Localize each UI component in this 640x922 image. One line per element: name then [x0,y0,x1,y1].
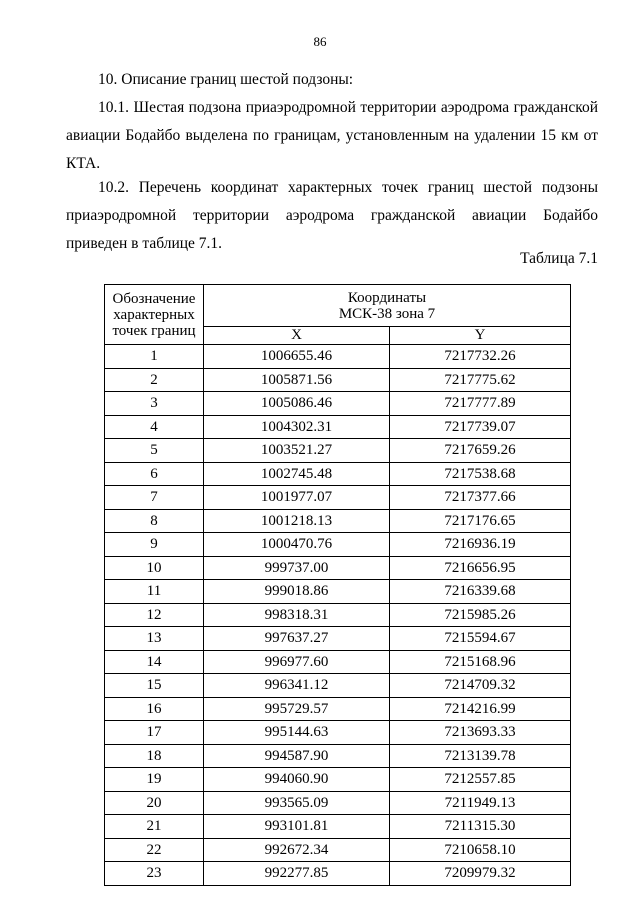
table-row [105,627,571,651]
x-coordinate-cell: 999737.00 [204,556,390,580]
point-number-cell: 3 [105,392,204,416]
point-number-cell: 19 [105,768,204,792]
y-coordinate-cell: 7217739.07 [390,415,571,439]
page-number: 86 [313,34,327,49]
y-coordinate-cell: 7217775.62 [390,368,571,392]
point-number-cell: 1 [105,345,204,369]
header-line: МСК-38 зона 7 [338,305,436,322]
table-row [105,462,571,486]
coordinates-table [104,284,571,886]
table-row [105,697,571,721]
y-coordinate-cell: 7209979.32 [390,862,571,886]
y-coordinate-cell: 7215168.96 [390,650,571,674]
y-coordinate-cell: 7213693.33 [390,721,571,745]
point-number-cell: 9 [105,533,204,557]
x-coordinate-cell: 999018.86 [204,580,390,604]
x-coordinate-cell: 995729.57 [204,697,390,721]
x-coordinate-cell: 998318.31 [204,603,390,627]
x-coordinate-cell: 996977.60 [204,650,390,674]
y-column-header: Y [390,327,571,345]
x-coordinate-cell: 996341.12 [204,674,390,698]
x-coordinate-cell: 1006655.46 [204,345,390,369]
table-row [105,791,571,815]
y-coordinate-cell: 7217732.26 [390,345,571,369]
y-coordinate-cell: 7215985.26 [390,603,571,627]
table-row [105,674,571,698]
table-row [105,580,571,604]
x-coordinate-cell: 994587.90 [204,744,390,768]
table-row [105,486,571,510]
y-coordinate-cell: 7211949.13 [390,791,571,815]
point-number-cell: 8 [105,509,204,533]
point-number-cell: 18 [105,744,204,768]
point-number-cell: 7 [105,486,204,510]
y-coordinate-cell: 7217538.68 [390,462,571,486]
header-line: Обозначение [112,290,196,307]
header-line: характерных [113,306,195,323]
point-number-cell: 2 [105,368,204,392]
table-row [105,650,571,674]
y-coordinate-cell: 7217377.66 [390,486,571,510]
table-row [105,768,571,792]
point-number-cell: 10 [105,556,204,580]
y-coordinate-cell: 7217176.65 [390,509,571,533]
table-row [105,368,571,392]
table-row [105,392,571,416]
point-number-cell: 21 [105,815,204,839]
paragraph-coordinates-list: 10.2. Перечень координат характерных точек границ шестой подзоны приаэродромной территории аэродрома гражданской авиации Бодайбо приведен в таблице 7.1. [66,179,598,252]
x-coordinate-cell: 994060.90 [204,768,390,792]
table-row [105,415,571,439]
x-coordinate-cell: 997637.27 [204,627,390,651]
table-row [105,509,571,533]
x-coordinate-cell: 1004302.31 [204,415,390,439]
table-row [105,862,571,886]
point-number-cell: 16 [105,697,204,721]
table-row [105,603,571,627]
table-row [105,721,571,745]
paragraph-subzone-description: 10.1. Шестая подзона приаэродромной территории аэродрома гражданской авиации Бодайбо выделена по границам, установленным на удалении 15 км от КТА. [66,99,598,172]
x-coordinate-cell: 1001977.07 [204,486,390,510]
x-coordinate-cell: 992277.85 [204,862,390,886]
header-line: Координаты [347,289,427,306]
point-number-cell: 12 [105,603,204,627]
point-number-cell: 4 [105,415,204,439]
point-number-cell: 6 [105,462,204,486]
y-coordinate-cell: 7217659.26 [390,439,571,463]
x-coordinate-cell: 1005871.56 [204,368,390,392]
point-number-cell: 17 [105,721,204,745]
x-coordinate-cell: 995144.63 [204,721,390,745]
point-number-cell: 22 [105,838,204,862]
y-coordinate-cell: 7210658.10 [390,838,571,862]
x-coordinate-cell: 1000470.76 [204,533,390,557]
y-coordinate-cell: 7216656.95 [390,556,571,580]
x-coordinate-cell: 993101.81 [204,815,390,839]
table-row [105,533,571,557]
coordinates-header [204,285,571,327]
table-row [105,439,571,463]
y-coordinate-cell: 7211315.30 [390,815,571,839]
point-number-cell: 14 [105,650,204,674]
point-number-cell: 11 [105,580,204,604]
table-row [105,744,571,768]
y-coordinate-cell: 7216936.19 [390,533,571,557]
y-coordinate-cell: 7212557.85 [390,768,571,792]
x-coordinate-cell: 993565.09 [204,791,390,815]
table-row [105,556,571,580]
x-coordinate-cell: 992672.34 [204,838,390,862]
point-number-cell: 15 [105,674,204,698]
section-title: 10. Описание границ шестой подзоны: [98,71,354,88]
x-column-header: X [204,327,390,345]
header-line: точек границ [112,322,196,339]
point-designation-header [105,285,204,345]
y-coordinate-cell: 7215594.67 [390,627,571,651]
y-coordinate-cell: 7216339.68 [390,580,571,604]
point-number-cell: 20 [105,791,204,815]
x-coordinate-cell: 1003521.27 [204,439,390,463]
table-row [105,815,571,839]
table-row [105,345,571,369]
x-coordinate-cell: 1001218.13 [204,509,390,533]
y-coordinate-cell: 7214709.32 [390,674,571,698]
table-row [105,838,571,862]
y-coordinate-cell: 7213139.78 [390,744,571,768]
point-number-cell: 13 [105,627,204,651]
y-coordinate-cell: 7217777.89 [390,392,571,416]
x-coordinate-cell: 1002745.48 [204,462,390,486]
x-coordinate-cell: 1005086.46 [204,392,390,416]
table-caption: Таблица 7.1 [520,250,598,267]
point-number-cell: 23 [105,862,204,886]
point-number-cell: 5 [105,439,204,463]
y-coordinate-cell: 7214216.99 [390,697,571,721]
